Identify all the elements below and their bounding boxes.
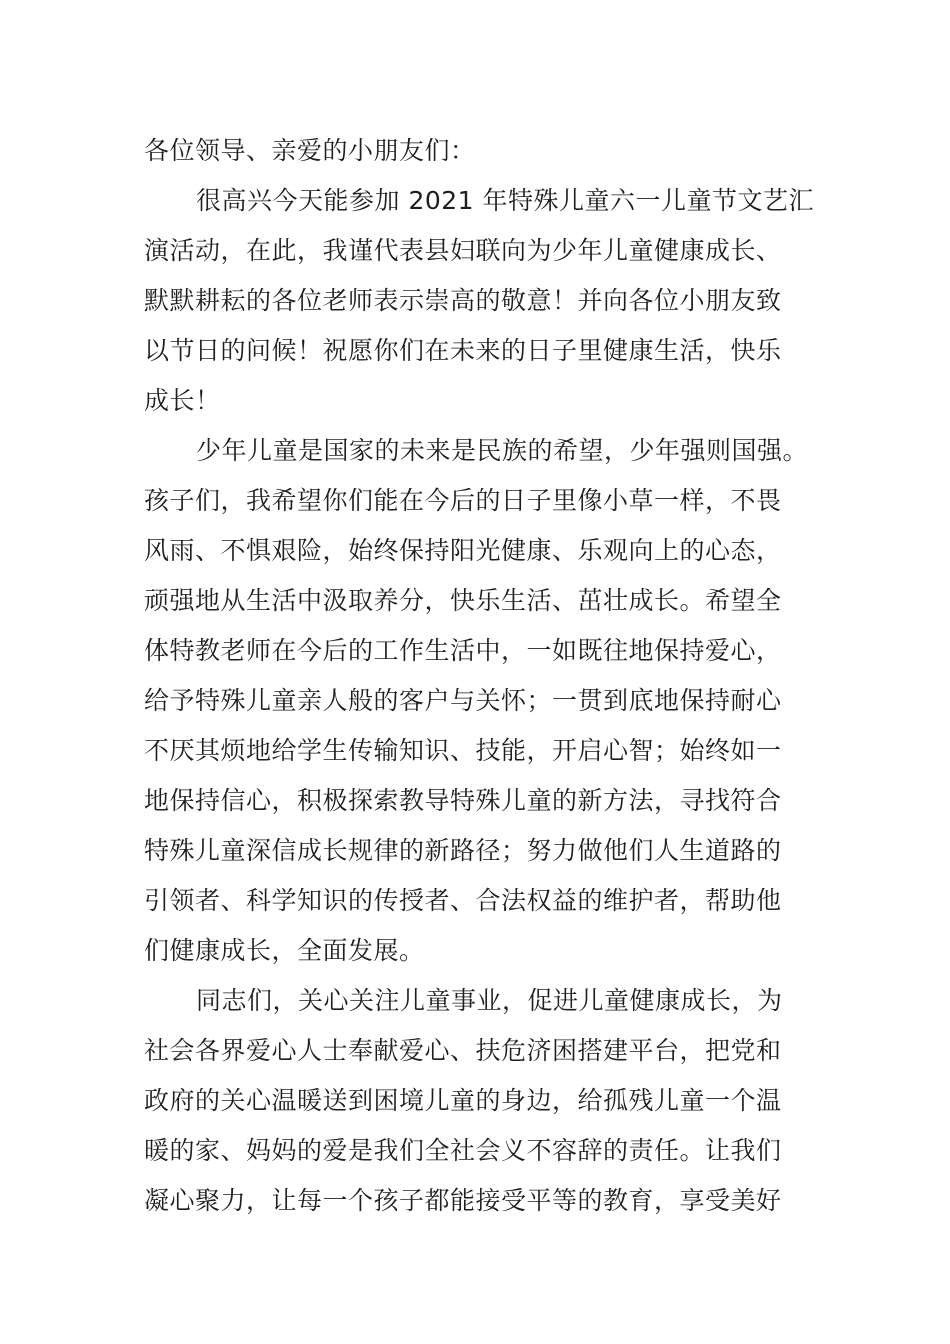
paragraph-2-line-1: 少年儿童是国家的未来是民族的希望，少年强则国强。 (196, 436, 809, 465)
paragraph-1-line-3: 默默耕耘的各位老师表示崇高的敬意！并向各位小朋友致 (144, 286, 782, 315)
paragraph-3-line-5: 凝心聚力，让每一个孩子都能接受平等的教育，享受美好 (144, 1186, 782, 1215)
document-body (144, 126, 824, 1226)
paragraph-3-line-4: 暖的家、妈妈的爱是我们全社会义不容辞的责任。让我们 (144, 1136, 782, 1165)
paragraph-2-line-8: 地保持信心，积极探索教导特殊儿童的新方法，寻找符合 (144, 786, 782, 815)
paragraph-1-line-1: 很高兴今天能参加 2021 年特殊儿童六一儿童节文艺汇 (196, 186, 815, 215)
paragraph-3-line-1: 同志们，关心关注儿童事业，促进儿童健康成长，为 (196, 986, 783, 1015)
paragraph-1-line-2: 演活动，在此，我谨代表县妇联向为少年儿童健康成长、 (144, 236, 782, 265)
salutation-line: 各位领导、亲爱的小朋友们： (144, 136, 476, 165)
paragraph-2-line-7: 不厌其烦地给学生传输知识、技能，开启心智；始终如一 (144, 736, 782, 765)
paragraph-2-line-2: 孩子们，我希望你们能在今后的日子里像小草一样，不畏 (144, 486, 782, 515)
paragraph-3-line-2: 社会各界爱心人士奉献爱心、扶危济困搭建平台，把党和 (144, 1036, 782, 1065)
paragraph-2-line-6: 给予特殊儿童亲人般的客户与关怀；一贯到底地保持耐心 (144, 686, 782, 715)
paragraph-2-line-10: 引领者、科学知识的传授者、合法权益的维护者，帮助他 (144, 886, 782, 915)
paragraph-1-line-4: 以节日的问候！祝愿你们在未来的日子里健康生活，快乐 (144, 336, 782, 365)
paragraph-3-line-3: 政府的关心温暖送到困境儿童的身边，给孤残儿童一个温 (144, 1086, 782, 1115)
paragraph-2-line-4: 顽强地从生活中汲取养分，快乐生活、茁壮成长。希望全 (144, 586, 782, 615)
paragraph-2-line-5: 体特教老师在今后的工作生活中，一如既往地保持爱心， (144, 636, 782, 665)
paragraph-2-line-3: 风雨、不惧艰险，始终保持阳光健康、乐观向上的心态， (144, 536, 782, 565)
paragraph-1-line-5: 成长！ (144, 386, 221, 415)
paragraph-2-line-9: 特殊儿童深信成长规律的新路径；努力做他们人生道路的 (144, 836, 782, 865)
paragraph-2-line-11: 们健康成长，全面发展。 (144, 936, 425, 965)
